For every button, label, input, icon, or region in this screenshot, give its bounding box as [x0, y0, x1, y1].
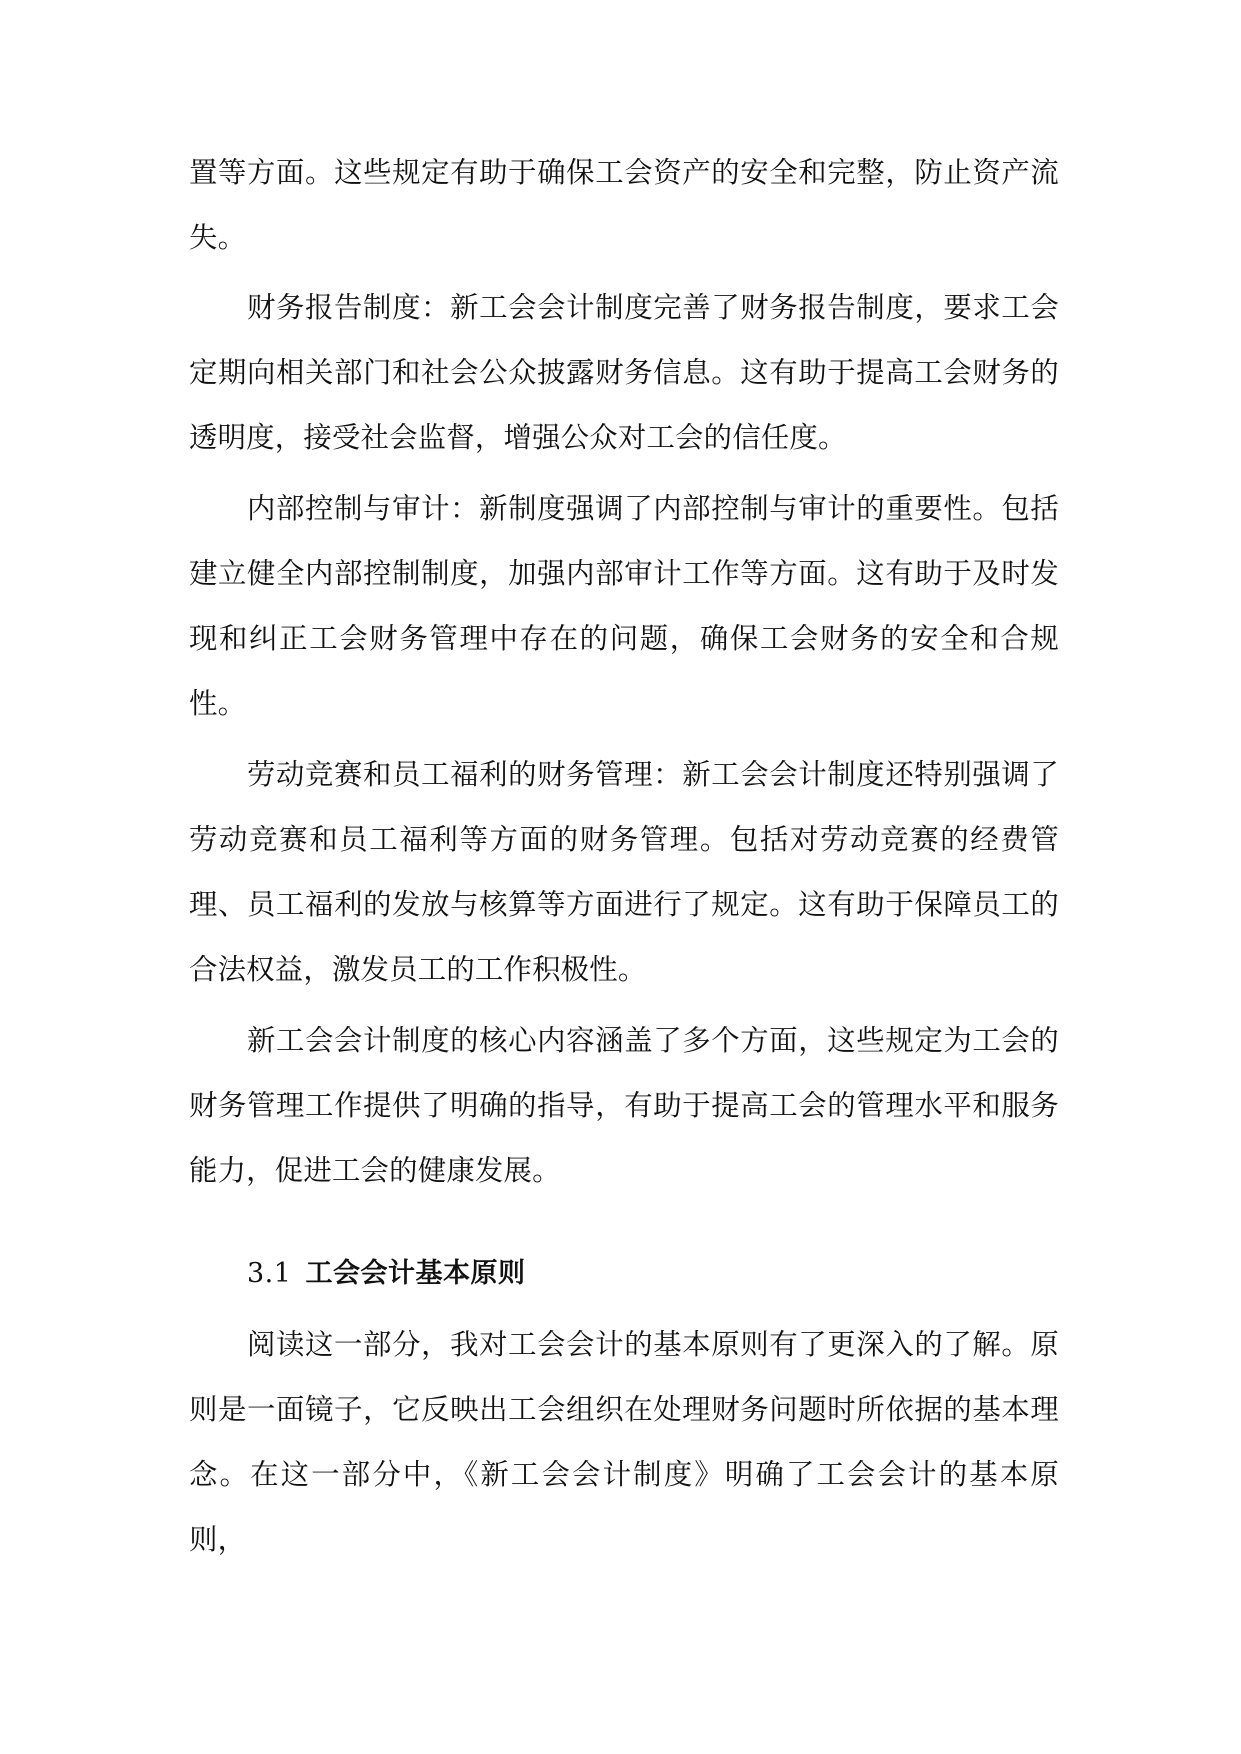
paragraph-basic-principles-intro: 阅读这一部分，我对工会会计的基本原则有了更深入的了解。原则是一面镜子，它反映出工会组织在处理财务问题时所依据的基本理念。在这一部分中，《新工会会计制度》明确了工会会计的基本原则，: [189, 1328, 1059, 1556]
paragraph-financial-reporting: 财务报告制度：新工会会计制度完善了财务报告制度，要求工会定期向相关部门和社会公众披露财务信息。这有助于提高工会财务的透明度，接受社会监督，增强公众对工会的信任度。: [189, 291, 1059, 454]
paragraph-labor-competition-welfare: 劳动竞赛和员工福利的财务管理：新工会会计制度还特别强调了劳动竞赛和员工福利等方面的财务管理。包括对劳动竞赛的经费管理、员工福利的发放与核算等方面进行了规定。这有助于保障员工的合法权益，激发员工的工作积极性。: [189, 758, 1059, 986]
paragraph-asset-management-continued: 置等方面。这些规定有助于确保工会资产的安全和完整，防止资产流失。: [189, 156, 1059, 254]
paragraph-internal-control-audit: 内部控制与审计：新制度强调了内部控制与审计的重要性。包括建立健全内部控制制度，加强内部审计工作等方面。这有助于及时发现和纠正工会财务管理中存在的问题，确保工会财务的安全和合规性。: [189, 492, 1059, 720]
document-body: [189, 140, 1059, 1578]
section-number: 3.1: [247, 1258, 292, 1289]
paragraph-core-content-summary: 新工会会计制度的核心内容涵盖了多个方面，这些规定为工会的财务管理工作提供了明确的指导，有助于提高工会的管理水平和服务能力，促进工会的健康发展。: [189, 1024, 1059, 1187]
section-heading: [189, 1241, 1059, 1306]
section-title: 工会会计基本原则: [305, 1258, 526, 1289]
